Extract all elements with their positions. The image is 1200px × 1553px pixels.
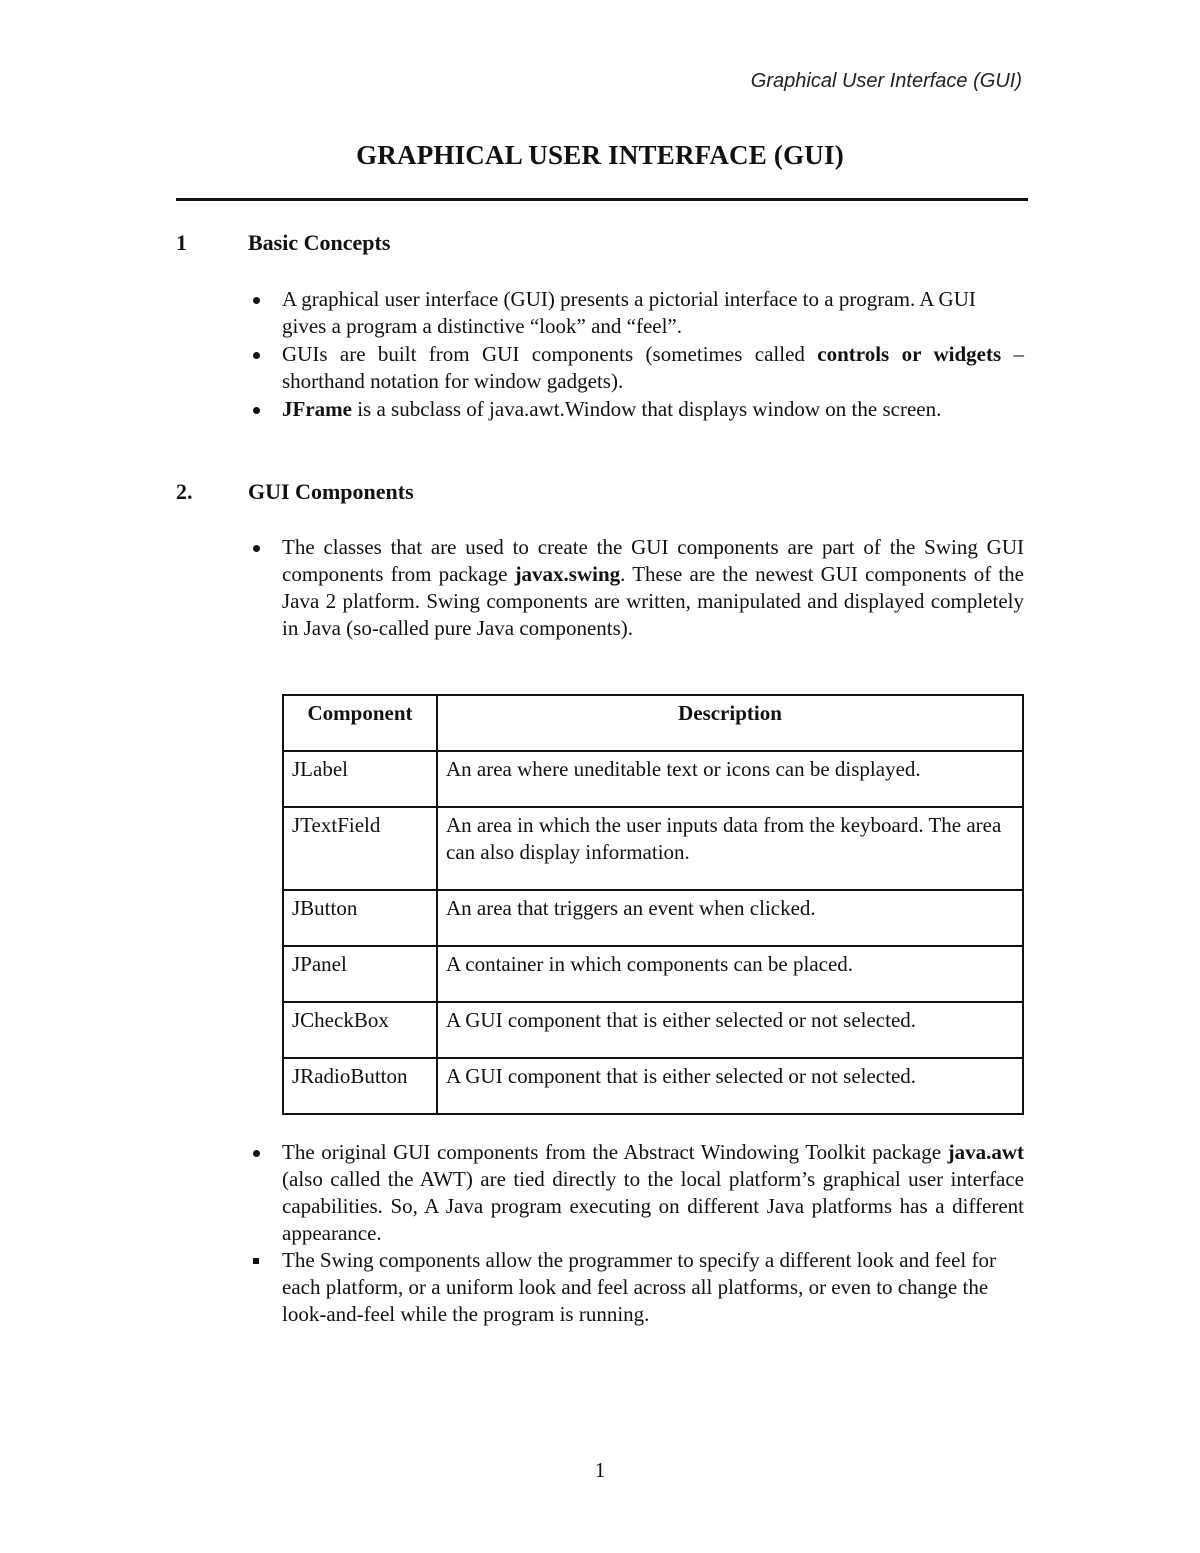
bullet-dot-icon xyxy=(253,352,260,359)
section-1-heading xyxy=(176,230,390,256)
section-2-intro xyxy=(176,534,1024,642)
table-cell-description: An area that triggers an event when clicked. xyxy=(437,890,1023,946)
section-2-title: GUI Components xyxy=(248,479,414,504)
bullet-text: or xyxy=(889,342,934,366)
bold-term: javax.swing xyxy=(514,562,621,586)
table-cell-description: A GUI component that is either selected or not selected. xyxy=(437,1002,1023,1058)
running-header: Graphical User Interface (GUI) xyxy=(750,70,1022,92)
document-title: GRAPHICAL USER INTERFACE (GUI) xyxy=(356,140,844,170)
bullet-text: The classes that are used to create the GUI components are part of the Swing GUI components from package xyxy=(282,535,1024,586)
table-cell-component: JPanel xyxy=(283,946,437,1002)
table-cell-component: JRadioButton xyxy=(283,1058,437,1114)
table-cell-description: An area in which the user inputs data from the keyboard. The area can also display information. xyxy=(437,807,1023,890)
list-item xyxy=(176,286,1024,340)
section-2-heading xyxy=(176,479,414,505)
bullet-text: is a subclass of java.awt.Window that displays window on the screen. xyxy=(351,397,942,421)
bullet-text: (also called the AWT) are tied directly to the local platform’s graphical user interface capabilities. So, A Java program executing on different Java platforms has a different appearance. xyxy=(282,1167,1024,1245)
table-row xyxy=(283,1002,1023,1058)
section-2-after-bullets xyxy=(176,1139,1024,1328)
bold-term: java.awt xyxy=(947,1140,1024,1164)
bullet-dot-icon xyxy=(253,297,260,304)
bullet-text: The original GUI components from the Abstract Windowing Toolkit package xyxy=(282,1140,948,1164)
section-2-number: 2. xyxy=(176,479,193,504)
table-cell-description: An area where uneditable text or icons can be displayed. xyxy=(437,751,1023,807)
table-cell-component: JLabel xyxy=(283,751,437,807)
list-item xyxy=(176,396,1024,423)
section-1-title: Basic Concepts xyxy=(248,230,391,255)
section-1-bullets xyxy=(176,286,1024,423)
components-table xyxy=(282,694,1024,1115)
table-cell-description: A container in which components can be placed. xyxy=(437,946,1023,1002)
table-header-row xyxy=(283,695,1023,751)
page-number: 1 xyxy=(594,1458,606,1482)
section-1-number: 1 xyxy=(176,230,187,255)
table-row xyxy=(283,751,1023,807)
table-cell-component: JCheckBox xyxy=(283,1002,437,1058)
table-cell-component: JTextField xyxy=(283,807,437,890)
bullet-dot-icon xyxy=(253,407,260,414)
list-item xyxy=(176,534,1024,642)
table-row xyxy=(283,807,1023,890)
bullet-text: A graphical user interface (GUI) presents a pictorial interface to a program. A GUI gives a program a distinctive “look” and “feel”. xyxy=(282,287,976,338)
list-item xyxy=(176,341,1024,395)
bullet-dot-icon xyxy=(253,1150,260,1157)
bullet-text: – shorthand notation for window gadgets). xyxy=(282,342,1025,393)
table-row xyxy=(283,1058,1023,1114)
table-row xyxy=(283,946,1023,1002)
bullet-text: GUIs are built from GUI components (sometimes called xyxy=(282,342,818,366)
list-item xyxy=(176,1247,1024,1328)
bullet-dot-icon xyxy=(253,545,260,552)
table-header-description: Description xyxy=(437,695,1023,751)
table-header-component: Component xyxy=(283,695,437,751)
bullet-text: The Swing components allow the programmer to specify a different look and feel for each platform, or a uniform look and feel across all platforms, or even to change the look-and-feel while the program is running. xyxy=(282,1248,996,1326)
bold-term: JFrame xyxy=(282,397,352,421)
bullet-square-icon xyxy=(253,1258,259,1264)
bold-term: widgets xyxy=(933,342,1002,366)
list-item xyxy=(176,1139,1024,1247)
table-cell-component: JButton xyxy=(283,890,437,946)
bold-term: controls xyxy=(817,342,890,366)
title-rule xyxy=(176,198,1028,201)
table-cell-description: A GUI component that is either selected or not selected. xyxy=(437,1058,1023,1114)
bullet-text: . These are the newest GUI components of the Java 2 platform. Swing components are written, manipulated and displayed completely in Java (so-called pure Java components). xyxy=(282,562,1024,640)
table-row xyxy=(283,890,1023,946)
